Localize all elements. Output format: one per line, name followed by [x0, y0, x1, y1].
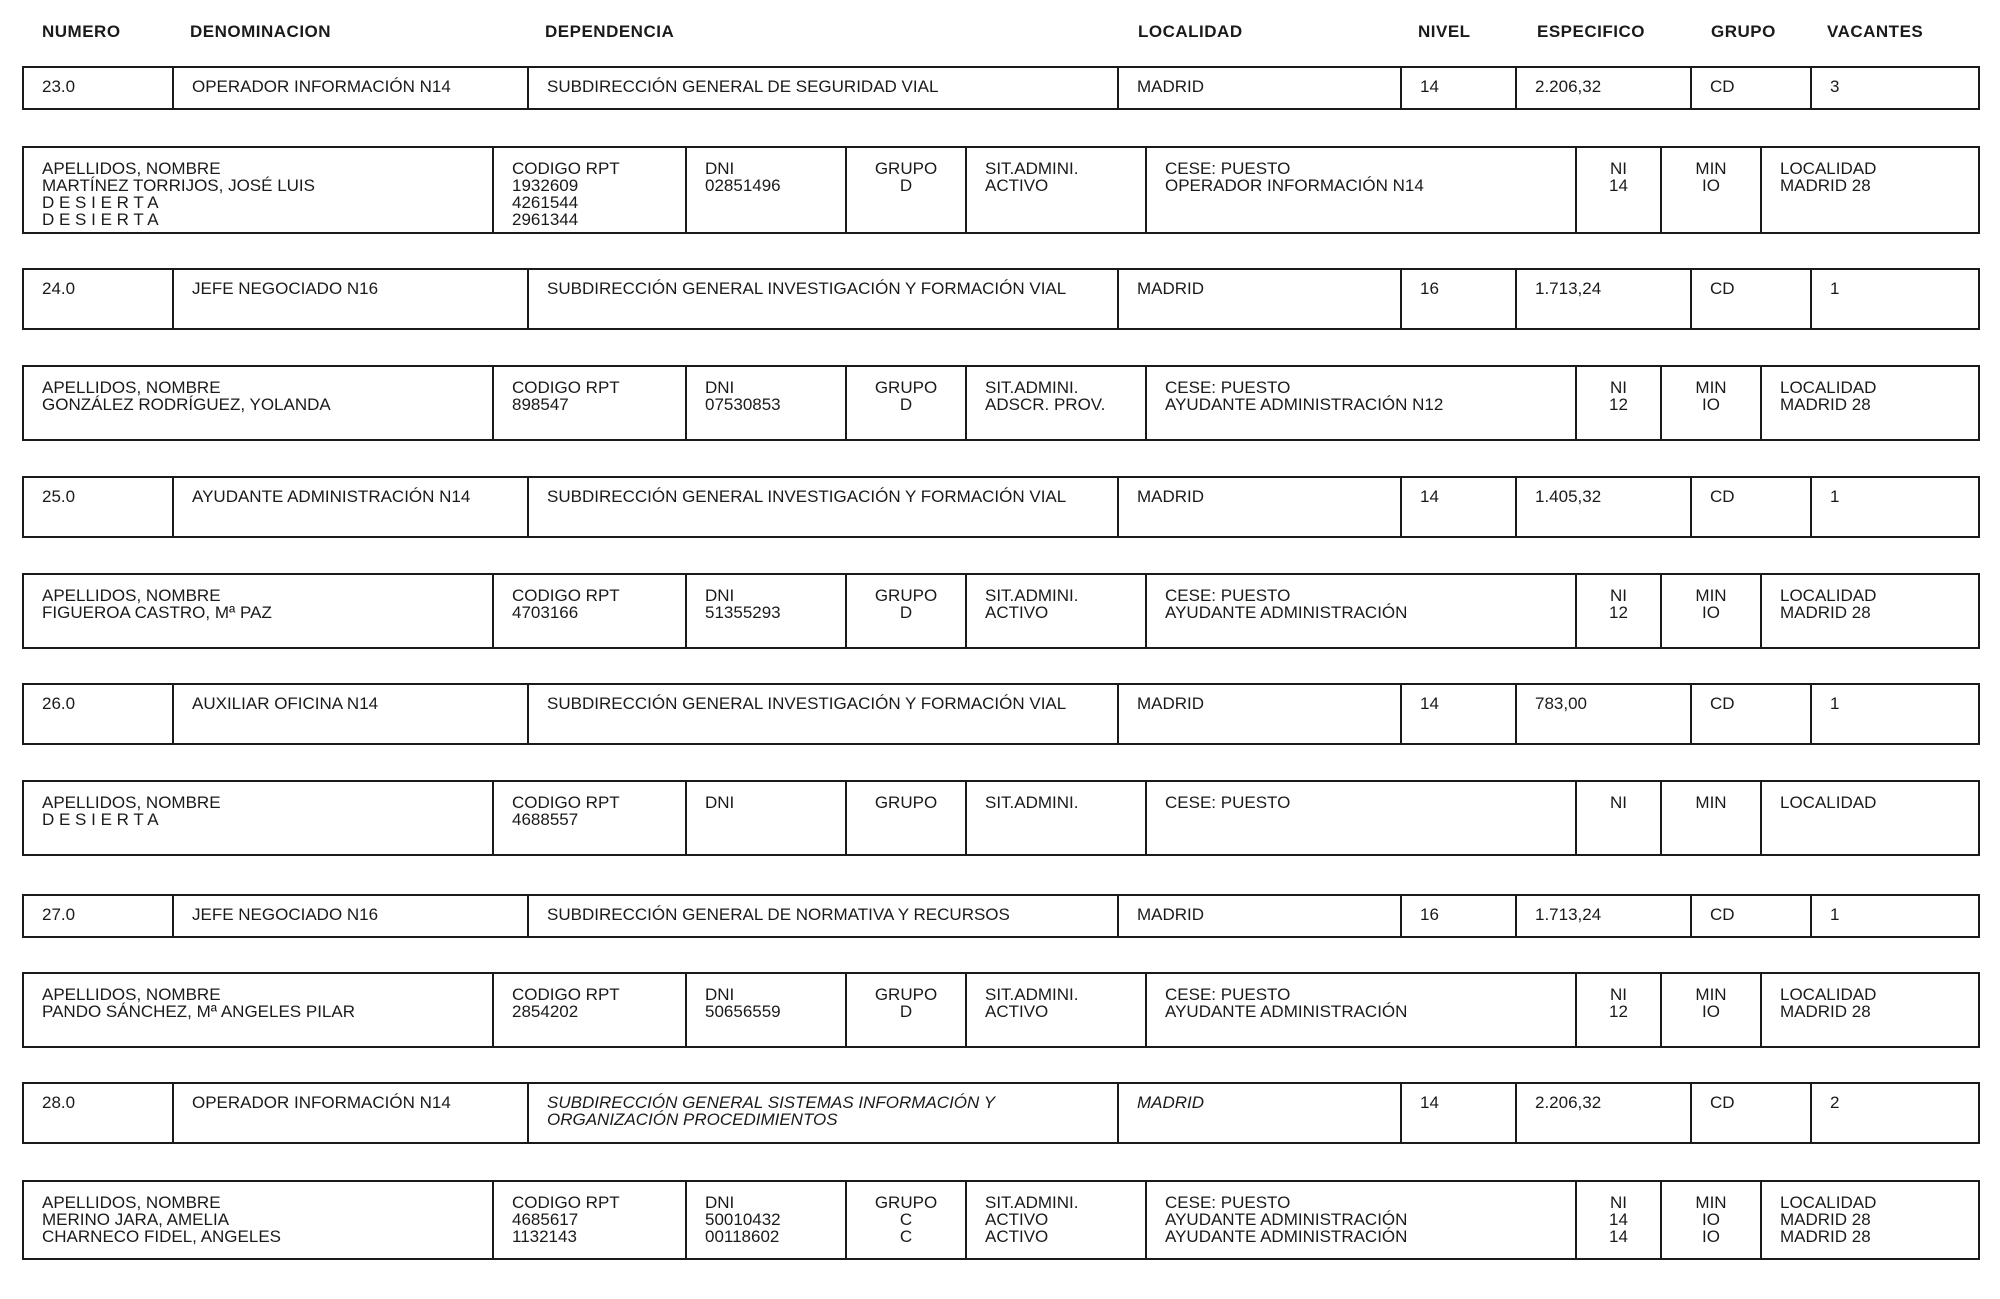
- position-localidad: MADRID: [1119, 896, 1402, 936]
- holder-grupo-value: C C: [899, 1210, 913, 1246]
- holder-nombres: [24, 575, 494, 647]
- position-row: [22, 1082, 1980, 1144]
- position-especifico: 1.713,24: [1517, 270, 1692, 328]
- position-row: [22, 268, 1980, 330]
- holder-grupo: [847, 575, 967, 647]
- header-localidad: LOCALIDAD: [1138, 22, 1243, 41]
- header-especifico: ESPECIFICO: [1537, 22, 1645, 41]
- holder-names: FIGUEROA CASTRO, Mª PAZ: [42, 603, 272, 622]
- holder-localidad: [1762, 1182, 1978, 1258]
- label-sit-admini: SIT.ADMINI.: [985, 985, 1079, 1004]
- position-row: [22, 476, 1980, 538]
- position-localidad: MADRID: [1119, 270, 1402, 328]
- position-vacantes: 1: [1830, 694, 1840, 713]
- label-ni: NI: [1610, 793, 1627, 812]
- holder-row: [22, 780, 1980, 856]
- holder-dni: [687, 148, 847, 232]
- holder-cese-value: AYUDANTE ADMINISTRACIÓN: [1165, 1002, 1408, 1021]
- position-especifico: 2.206,32: [1517, 1084, 1692, 1142]
- holder-row: [22, 972, 1980, 1048]
- label-cese-puesto: CESE: PUESTO: [1165, 586, 1291, 605]
- label-codigo-rpt: CODIGO RPT: [512, 985, 620, 1004]
- position-dependencia: SUBDIRECCIÓN GENERAL DE SEGURIDAD VIAL: [529, 68, 1119, 108]
- holder-grupo-value: D: [899, 1002, 913, 1021]
- holder-sit-value: ACTIVO: [985, 176, 1049, 195]
- holder-grupo-value: D: [899, 603, 913, 622]
- holder-ni: [1577, 1182, 1662, 1258]
- label-min: MIN: [1695, 378, 1727, 397]
- header-vacantes: VACANTES: [1827, 22, 1924, 41]
- label-sit-admini: SIT.ADMINI.: [985, 1193, 1079, 1212]
- label-apellidos-nombre: APELLIDOS, NOMBRE: [42, 378, 221, 397]
- label-cese-puesto: CESE: PUESTO: [1165, 378, 1291, 397]
- label-min: MIN: [1695, 793, 1727, 812]
- position-nivel: 16: [1402, 896, 1517, 936]
- holder-localidad-value: MADRID 28: [1780, 1002, 1871, 1021]
- holder-cese-value: AYUDANTE ADMINISTRACIÓN N12: [1165, 395, 1444, 414]
- holder-dni: [687, 575, 847, 647]
- holder-sit: [967, 367, 1147, 439]
- label-min: MIN: [1695, 1193, 1727, 1212]
- holder-nombres: [24, 148, 494, 232]
- holder-ni: [1577, 148, 1662, 232]
- column-header-row: [0, 22, 2000, 48]
- position-grupo: CD: [1692, 478, 1812, 536]
- holder-row: [22, 146, 1980, 234]
- holder-cese: [1147, 367, 1577, 439]
- holder-sit: [967, 148, 1147, 232]
- holder-ni-value: 14: [1609, 176, 1628, 195]
- holder-cese-value: AYUDANTE ADMINISTRACIÓN: [1165, 603, 1408, 622]
- position-dependencia: SUBDIRECCIÓN GENERAL INVESTIGACIÓN Y FORMACIÓN VIAL: [529, 270, 1119, 328]
- holder-sit: [967, 1182, 1147, 1258]
- holder-sit-value: ACTIVO: [985, 1002, 1049, 1021]
- label-dni: DNI: [705, 378, 735, 397]
- holder-dni-value: 02851496: [705, 176, 781, 195]
- label-codigo-rpt: CODIGO RPT: [512, 159, 620, 178]
- label-grupo: GRUPO: [874, 1193, 938, 1212]
- position-row: [22, 894, 1980, 938]
- position-dependencia: SUBDIRECCIÓN GENERAL INVESTIGACIÓN Y FORMACIÓN VIAL: [529, 478, 1119, 536]
- holder-dni: [687, 782, 847, 854]
- holder-grupo: [847, 782, 967, 854]
- holder-localidad: [1762, 974, 1978, 1046]
- holder-codigos: 4703166: [512, 603, 579, 622]
- position-numero: 23.0: [24, 68, 174, 108]
- position-row: [22, 683, 1980, 745]
- position-numero: 28.0: [24, 1084, 174, 1142]
- label-localidad: LOCALIDAD: [1780, 1193, 1877, 1212]
- holder-grupo: [847, 1182, 967, 1258]
- holder-sit: [967, 575, 1147, 647]
- label-grupo: GRUPO: [874, 985, 938, 1004]
- label-codigo-rpt: CODIGO RPT: [512, 793, 620, 812]
- holder-ni: [1577, 367, 1662, 439]
- position-nivel: 14: [1402, 478, 1517, 536]
- position-denominacion: JEFE NEGOCIADO N16: [174, 270, 529, 328]
- holder-sit-value: ACTIVO: [985, 603, 1049, 622]
- position-vacantes: 1: [1830, 487, 1840, 506]
- holder-row: [22, 365, 1980, 441]
- position-vacantes: 2: [1830, 1093, 1840, 1112]
- holder-min-value: IO: [1702, 1002, 1720, 1021]
- label-sit-admini: SIT.ADMINI.: [985, 793, 1079, 812]
- holder-min-value: IO: [1702, 176, 1720, 195]
- holder-grupo: [847, 974, 967, 1046]
- position-nivel: 14: [1402, 68, 1517, 108]
- holder-min-value: IO: [1702, 395, 1720, 414]
- holder-min: [1662, 974, 1762, 1046]
- holder-ni-value: 12: [1609, 395, 1628, 414]
- holder-codigo: [494, 575, 687, 647]
- position-especifico: 1.405,32: [1517, 478, 1692, 536]
- holder-localidad-value: MADRID 28 MADRID 28: [1780, 1210, 1871, 1246]
- holder-sit: [967, 782, 1147, 854]
- position-dependencia: SUBDIRECCIÓN GENERAL SISTEMAS INFORMACIÓN Y ORGANIZACIÓN PROCEDIMIENTOS: [529, 1084, 1119, 1142]
- label-cese-puesto: CESE: PUESTO: [1165, 793, 1291, 812]
- label-apellidos-nombre: APELLIDOS, NOMBRE: [42, 1193, 221, 1212]
- holder-localidad: [1762, 148, 1978, 232]
- holder-min: [1662, 148, 1762, 232]
- holder-localidad: [1762, 782, 1978, 854]
- holder-dni-value: 51355293: [705, 603, 781, 622]
- position-grupo: CD: [1692, 685, 1812, 743]
- position-grupo: CD: [1692, 1084, 1812, 1142]
- label-dni: DNI: [705, 586, 735, 605]
- holder-cese: [1147, 1182, 1577, 1258]
- holder-min-value: IO: [1702, 603, 1720, 622]
- header-grupo: GRUPO: [1711, 22, 1776, 41]
- holder-nombres: [24, 782, 494, 854]
- position-grupo: CD: [1692, 68, 1812, 108]
- label-localidad: LOCALIDAD: [1780, 586, 1877, 605]
- header-denominacion: DENOMINACION: [190, 22, 332, 41]
- holder-localidad-value: MADRID 28: [1780, 176, 1871, 195]
- holder-nombres: [24, 367, 494, 439]
- holder-cese: [1147, 575, 1577, 647]
- position-grupo: CD: [1692, 270, 1812, 328]
- header-nivel: NIVEL: [1418, 22, 1471, 41]
- holder-names: D E S I E R T A: [42, 810, 159, 829]
- holder-localidad: [1762, 367, 1978, 439]
- holder-codigos: 1932609 4261544 2961344: [512, 176, 579, 229]
- position-vacantes: 1: [1830, 905, 1840, 924]
- label-cese-puesto: CESE: PUESTO: [1165, 985, 1291, 1004]
- label-codigo-rpt: CODIGO RPT: [512, 378, 620, 397]
- label-sit-admini: SIT.ADMINI.: [985, 378, 1079, 397]
- holder-nombres: [24, 974, 494, 1046]
- holder-min-value: IO IO: [1702, 1210, 1720, 1246]
- label-codigo-rpt: CODIGO RPT: [512, 1193, 620, 1212]
- holder-sit: [967, 974, 1147, 1046]
- label-ni: NI: [1610, 159, 1627, 178]
- label-grupo: GRUPO: [874, 159, 938, 178]
- label-apellidos-nombre: APELLIDOS, NOMBRE: [42, 159, 221, 178]
- label-apellidos-nombre: APELLIDOS, NOMBRE: [42, 793, 221, 812]
- holder-min: [1662, 575, 1762, 647]
- label-dni: DNI: [705, 985, 735, 1004]
- holder-codigo: [494, 148, 687, 232]
- holder-grupo: [847, 367, 967, 439]
- position-nivel: 14: [1402, 1084, 1517, 1142]
- position-denominacion: OPERADOR INFORMACIÓN N14: [174, 68, 529, 108]
- label-dni: DNI: [705, 159, 735, 178]
- header-numero: NUMERO: [42, 22, 121, 41]
- label-ni: NI: [1610, 586, 1627, 605]
- holder-nombres: [24, 1182, 494, 1258]
- label-dni: DNI: [705, 793, 735, 812]
- label-apellidos-nombre: APELLIDOS, NOMBRE: [42, 586, 221, 605]
- label-ni: NI: [1610, 378, 1627, 397]
- label-grupo: GRUPO: [874, 793, 938, 812]
- holder-codigos: 4685617 1132143: [512, 1210, 579, 1246]
- position-numero: 27.0: [24, 896, 174, 936]
- holder-localidad-value: MADRID 28: [1780, 395, 1871, 414]
- holder-cese: [1147, 782, 1577, 854]
- holder-cese: [1147, 148, 1577, 232]
- label-ni: NI: [1610, 985, 1627, 1004]
- label-localidad: LOCALIDAD: [1780, 378, 1877, 397]
- holder-codigos: 4688557: [512, 810, 579, 829]
- position-denominacion: JEFE NEGOCIADO N16: [174, 896, 529, 936]
- holder-min: [1662, 367, 1762, 439]
- position-localidad: MADRID: [1119, 68, 1402, 108]
- holder-cese-value: AYUDANTE ADMINISTRACIÓN AYUDANTE ADMINISTRACIÓN: [1165, 1210, 1408, 1246]
- holder-dni: [687, 367, 847, 439]
- position-localidad: MADRID: [1119, 685, 1402, 743]
- label-apellidos-nombre: APELLIDOS, NOMBRE: [42, 985, 221, 1004]
- label-localidad: LOCALIDAD: [1780, 793, 1877, 812]
- holder-codigos: 898547: [512, 395, 569, 414]
- label-cese-puesto: CESE: PUESTO: [1165, 1193, 1291, 1212]
- holder-row: [22, 1180, 1980, 1260]
- label-codigo-rpt: CODIGO RPT: [512, 586, 620, 605]
- holder-names: PANDO SÁNCHEZ, Mª ANGELES PILAR: [42, 1002, 355, 1021]
- position-nivel: 14: [1402, 685, 1517, 743]
- holder-row: [22, 573, 1980, 649]
- position-especifico: 1.713,24: [1517, 896, 1692, 936]
- holder-dni-value: 50010432 00118602: [705, 1210, 781, 1246]
- label-localidad: LOCALIDAD: [1780, 159, 1877, 178]
- label-grupo: GRUPO: [874, 378, 938, 397]
- position-nivel: 16: [1402, 270, 1517, 328]
- holder-ni-value: 12: [1609, 603, 1628, 622]
- holder-sit-value: ACTIVO ACTIVO: [985, 1210, 1049, 1246]
- holder-ni: [1577, 575, 1662, 647]
- position-localidad: MADRID: [1119, 1084, 1402, 1142]
- label-dni: DNI: [705, 1193, 735, 1212]
- holder-names: GONZÁLEZ RODRÍGUEZ, YOLANDA: [42, 395, 331, 414]
- header-dependencia: DEPENDENCIA: [545, 22, 675, 41]
- position-dependencia: SUBDIRECCIÓN GENERAL DE NORMATIVA Y RECURSOS: [529, 896, 1119, 936]
- holder-ni: [1577, 974, 1662, 1046]
- holder-ni-value: 14 14: [1609, 1210, 1628, 1246]
- position-especifico: 2.206,32: [1517, 68, 1692, 108]
- holder-dni: [687, 974, 847, 1046]
- position-vacantes: 1: [1830, 279, 1840, 298]
- holder-sit-value: ADSCR. PROV.: [985, 395, 1106, 414]
- label-min: MIN: [1695, 159, 1727, 178]
- holder-codigos: 2854202: [512, 1002, 579, 1021]
- holder-codigo: [494, 974, 687, 1046]
- label-cese-puesto: CESE: PUESTO: [1165, 159, 1291, 178]
- position-numero: 24.0: [24, 270, 174, 328]
- label-sit-admini: SIT.ADMINI.: [985, 586, 1079, 605]
- holder-names: MERINO JARA, AMELIA CHARNECO FIDEL, ANGELES: [42, 1210, 282, 1246]
- label-sit-admini: SIT.ADMINI.: [985, 159, 1079, 178]
- position-vacantes: 3: [1830, 77, 1840, 96]
- label-grupo: GRUPO: [874, 586, 938, 605]
- position-numero: 25.0: [24, 478, 174, 536]
- holder-grupo: [847, 148, 967, 232]
- holder-min: [1662, 1182, 1762, 1258]
- position-denominacion: AUXILIAR OFICINA N14: [174, 685, 529, 743]
- holder-codigo: [494, 1182, 687, 1258]
- holder-codigo: [494, 782, 687, 854]
- holder-dni-value: 07530853: [705, 395, 781, 414]
- holder-grupo-value: D: [899, 395, 913, 414]
- holder-cese: [1147, 974, 1577, 1046]
- holder-cese-value: OPERADOR INFORMACIÓN N14: [1165, 176, 1424, 195]
- holder-ni-value: 12: [1609, 1002, 1628, 1021]
- position-grupo: CD: [1692, 896, 1812, 936]
- holder-ni: [1577, 782, 1662, 854]
- label-min: MIN: [1695, 985, 1727, 1004]
- position-denominacion: OPERADOR INFORMACIÓN N14: [174, 1084, 529, 1142]
- holder-localidad-value: MADRID 28: [1780, 603, 1871, 622]
- holder-dni: [687, 1182, 847, 1258]
- position-especifico: 783,00: [1517, 685, 1692, 743]
- holder-min: [1662, 782, 1762, 854]
- position-localidad: MADRID: [1119, 478, 1402, 536]
- label-ni: NI: [1610, 1193, 1627, 1212]
- holder-localidad: [1762, 575, 1978, 647]
- position-numero: 26.0: [24, 685, 174, 743]
- label-localidad: LOCALIDAD: [1780, 985, 1877, 1004]
- holder-dni-value: 50656559: [705, 1002, 781, 1021]
- position-row: [22, 66, 1980, 110]
- holder-codigo: [494, 367, 687, 439]
- position-dependencia: SUBDIRECCIÓN GENERAL INVESTIGACIÓN Y FORMACIÓN VIAL: [529, 685, 1119, 743]
- label-min: MIN: [1695, 586, 1727, 605]
- position-denominacion: AYUDANTE ADMINISTRACIÓN N14: [174, 478, 529, 536]
- holder-names: MARTÍNEZ TORRIJOS, JOSÉ LUIS D E S I E R T A D E S I E R T A: [42, 176, 315, 229]
- holder-grupo-value: D: [899, 176, 913, 195]
